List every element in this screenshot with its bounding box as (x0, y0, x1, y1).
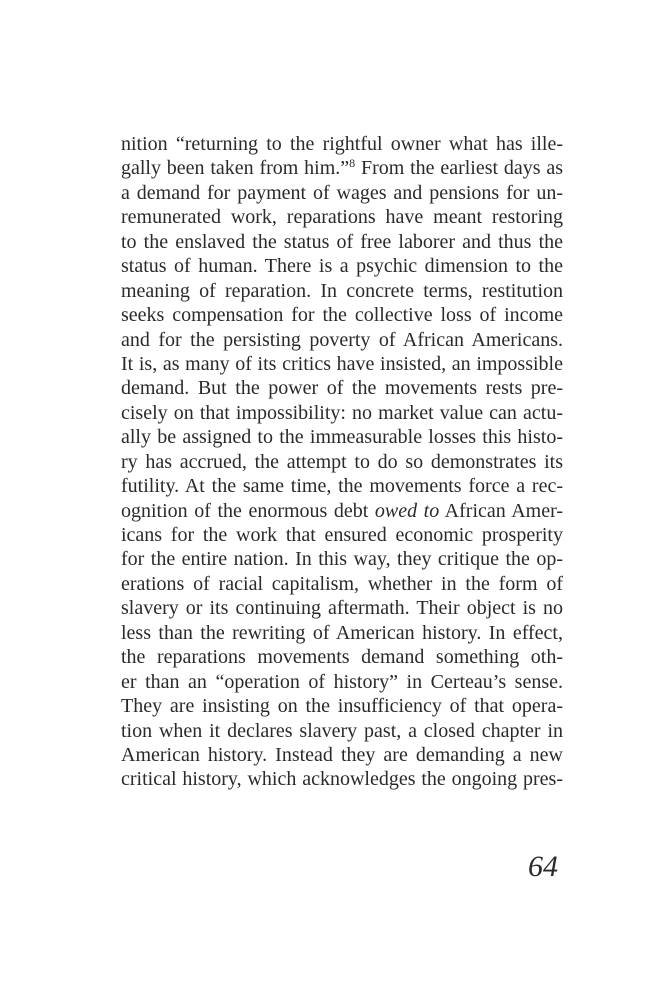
footnote-marker: 8 (349, 156, 356, 171)
text-line: and for the persisting poverty of African Americans. (121, 328, 563, 351)
body-text (121, 132, 563, 792)
text-line: They are insisting on the insufficiency of that opera- (121, 695, 563, 718)
text-line: cisely on that impossibility: no market value can actu- (121, 401, 563, 424)
text-line: a demand for payment of wages and pensions for un- (121, 181, 563, 204)
text-line: critical history, which acknowledges the ongoing pres- (121, 768, 563, 791)
text-line: status of human. There is a psychic dimension to the (121, 255, 563, 278)
text-line: ally be assigned to the immeasurable losses this histo- (121, 426, 563, 449)
text-segment: African Amer- (439, 499, 563, 522)
text-line: meaning of reparation. In concrete terms, restitution (121, 279, 563, 302)
text-line: less than the rewriting of American history. In effect, (121, 621, 563, 644)
text-line: It is, as many of its critics have insisted, an impossible (121, 352, 563, 375)
text-line: er than an “operation of history” in Certeau’s sense. (121, 670, 563, 693)
text-line: nition “returning to the rightful owner what has ille- (121, 133, 563, 155)
text-line: slavery or its continuing aftermath. Their object is no (121, 597, 563, 620)
text-segment: ognition of the enormous debt (121, 499, 375, 522)
text-line: tion when it declares slavery past, a closed chapter in (121, 719, 563, 742)
text-line: futility. At the same time, the movements force a rec- (121, 475, 563, 498)
text-line: American history. Instead they are demanding a new (121, 743, 563, 766)
emphasized-text: owed to (374, 499, 440, 522)
text-line: ry has accrued, the attempt to do so demonstrates its (121, 450, 563, 473)
text-line: remunerated work, reparations have meant restoring (121, 206, 563, 229)
text-line: the reparations movements demand something oth- (121, 646, 563, 669)
text-segment: gally been taken from him.” (121, 157, 350, 180)
text-line: erations of racial capitalism, whether in the form of (121, 572, 563, 595)
text-line: seeks compensation for the collective loss of income (121, 304, 563, 327)
text-line: to the enslaved the status of free laborer and thus the (121, 230, 563, 253)
text-line: demand. But the power of the movements rests pre- (121, 377, 563, 400)
text-line: for the entire nation. In this way, they critique the op- (121, 548, 563, 571)
text-line (121, 499, 563, 523)
text-line (121, 156, 563, 180)
text-line: icans for the work that ensured economic prosperity (121, 524, 563, 546)
text-segment: From the earliest days as (355, 157, 563, 180)
page-number: 64 (528, 850, 558, 883)
